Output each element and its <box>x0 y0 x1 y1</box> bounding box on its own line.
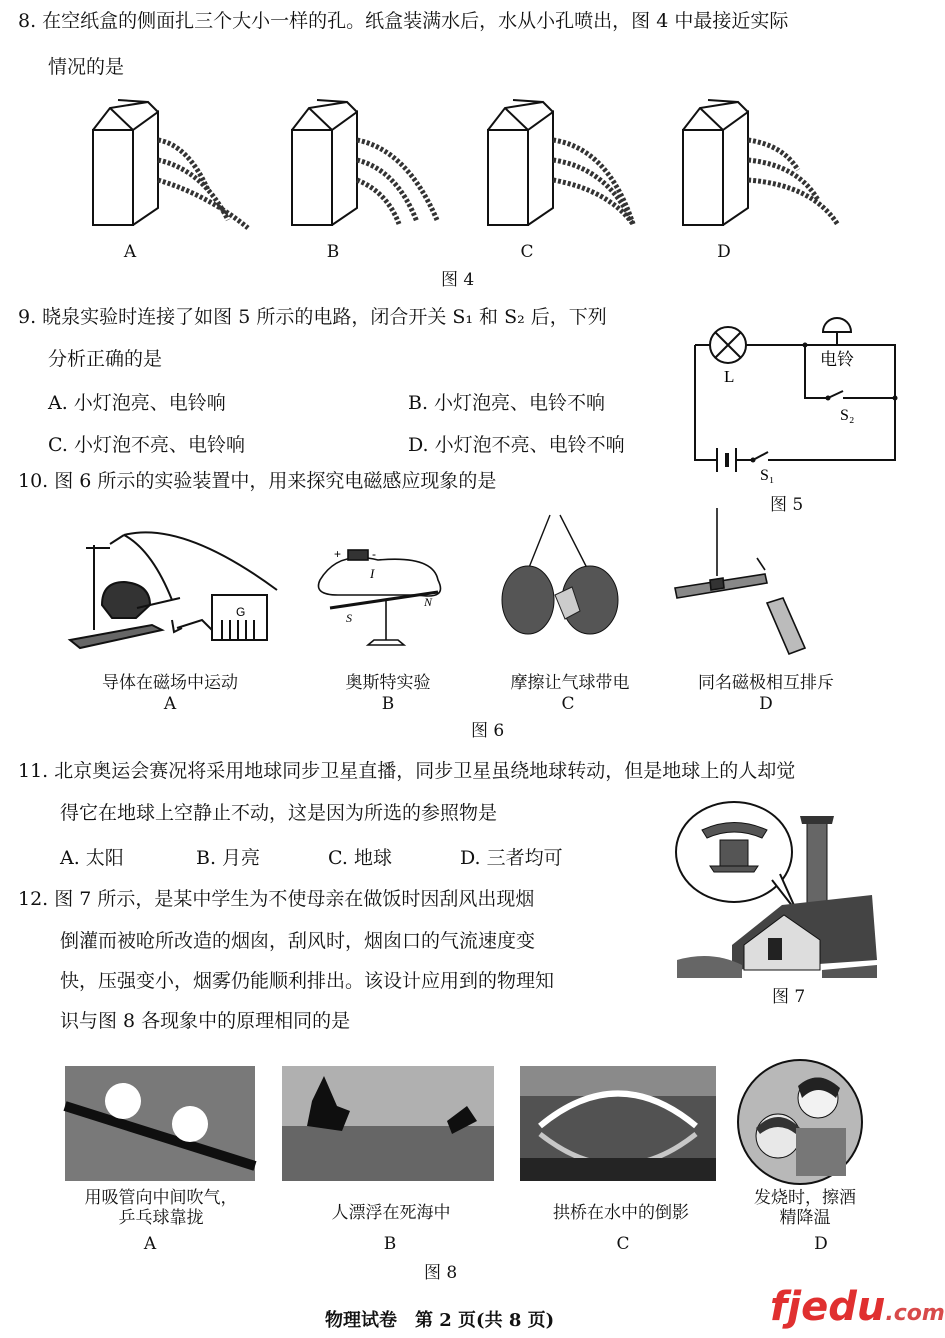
battery-plus-label: + <box>334 547 342 561</box>
q12-label-c: C <box>616 1234 630 1254</box>
q12-figure8-label: 图 8 <box>424 1263 458 1283</box>
watermark-suffix: .com <box>885 1301 945 1326</box>
q12-line4: 识与图 8 各现象中的原理相同的是 <box>60 1010 351 1032</box>
q9-option-b: B. 小灯泡亮、电铃不响 <box>408 392 606 414</box>
needle-n-label: N <box>424 595 433 609</box>
q11-option-c: C. 地球 <box>328 847 392 869</box>
q9-option-a: A. 小灯泡亮、电铃响 <box>48 392 226 414</box>
q10-label-d: D <box>759 694 773 714</box>
q9-figure-label: 图 5 <box>770 495 804 515</box>
watermark-logo <box>770 1284 945 1330</box>
circuit-s1-label: S₁ <box>760 467 775 484</box>
q12-line1: 12. 图 7 所示，是某中学生为不使母亲在做饭时因刮风出现烟 <box>18 888 535 910</box>
galvanometer-label: G <box>236 605 246 619</box>
q8-figure-label: 图 4 <box>441 270 475 290</box>
battery-minus-label: - <box>372 547 376 561</box>
q10-figure-a <box>62 520 282 650</box>
q10-figure-c <box>490 515 640 645</box>
q10-label-a: A <box>163 694 177 714</box>
q10-label-c: C <box>561 694 575 714</box>
q12-caption-d <box>730 1188 880 1228</box>
q12-chimney-figure <box>672 800 882 980</box>
q12-figure7-label: 图 7 <box>772 987 806 1007</box>
q10-figure-label: 图 6 <box>471 721 505 741</box>
q12-caption-a-line2: 乒乓球靠拢 <box>118 1208 204 1228</box>
q8-carton-d <box>678 100 848 230</box>
q8-carton-a <box>88 100 258 230</box>
circuit-lamp-label: L <box>724 367 735 386</box>
q12-caption-d-line1: 发烧时，擦酒 <box>754 1188 856 1208</box>
q12-photo-b-art <box>282 1066 494 1181</box>
q10-caption-a: 导体在磁场中运动 <box>102 673 238 693</box>
q12-photo-c-art <box>520 1066 716 1181</box>
q9-circuit-diagram <box>690 310 910 485</box>
q9-option-c: C. 小灯泡不亮、电铃响 <box>48 434 245 456</box>
q10-caption-c: 摩擦让气球带电 <box>510 673 630 693</box>
q12-caption-b: 人漂浮在死海中 <box>331 1203 451 1223</box>
q12-photo-a-art <box>65 1066 255 1181</box>
q11-line2: 得它在地球上空静止不动，这是因为所选的参照物是 <box>60 802 498 824</box>
q11-option-a: A. 太阳 <box>60 847 124 869</box>
q8-carton-c <box>483 100 653 230</box>
q10-line1: 10. 图 6 所示的实验装置中，用来探究电磁感应现象的是 <box>18 470 497 492</box>
watermark-main: fjedu <box>770 1284 886 1330</box>
q12-label-a: A <box>143 1234 157 1254</box>
q11-option-d: D. 三者均可 <box>460 847 563 869</box>
q12-line3: 快，压强变小，烟雾仍能顺利排出。该设计应用到的物理知 <box>60 970 555 992</box>
q12-label-d: D <box>814 1234 828 1254</box>
q9-option-d: D. 小灯泡不亮、电铃不响 <box>408 434 625 456</box>
q12-photo-d-art <box>736 1058 864 1186</box>
q12-photo-c <box>520 1066 716 1181</box>
q12-photo-d <box>736 1058 864 1186</box>
q11-option-b: B. 月亮 <box>196 847 261 869</box>
q10-figure-b <box>308 540 468 660</box>
q10-figure-d <box>665 508 815 658</box>
q10-caption-d: 同名磁极相互排斥 <box>698 673 834 693</box>
circuit-bell-label: 电铃 <box>820 350 854 370</box>
circuit-s2-label: S₂ <box>840 407 855 424</box>
q10-caption-b: 奥斯特实验 <box>345 673 431 693</box>
q12-caption-d-line2: 精降温 <box>779 1208 831 1228</box>
q11-line1: 11. 北京奥运会赛况将采用地球同步卫星直播，同步卫星虽绕地球转动，但是地球上的人却觉 <box>18 760 796 782</box>
q8-label-a: A <box>123 242 137 262</box>
q12-line2: 倒灌而被呛所改造的烟囱，刮风时，烟囱口的气流速度变 <box>60 930 536 952</box>
current-label: I <box>370 566 375 581</box>
q8-label-c: C <box>520 242 534 262</box>
q12-caption-a <box>66 1188 256 1228</box>
q9-line1: 9. 晓泉实验时连接了如图 5 所示的电路，闭合开关 S₁ 和 S₂ 后，下列 <box>18 306 607 328</box>
q12-photo-a <box>65 1066 255 1181</box>
q10-label-b: B <box>381 694 395 714</box>
q8-carton-b <box>287 100 457 230</box>
needle-s-label: S <box>346 611 352 625</box>
q8-label-b: B <box>326 242 340 262</box>
q12-label-b: B <box>383 1234 397 1254</box>
q8-line1: 8. 在空纸盒的侧面扎三个大小一样的孔。纸盒装满水后，水从小孔喷出，图 4 中最接近实际 <box>18 10 789 32</box>
q8-label-d: D <box>717 242 731 262</box>
q9-line2: 分析正确的是 <box>48 348 163 370</box>
q8-line2: 情况的是 <box>48 56 125 78</box>
q12-photo-b <box>282 1066 494 1181</box>
q12-caption-c: 拱桥在水中的倒影 <box>553 1203 689 1223</box>
q12-caption-a-line1: 用吸管向中间吹气， <box>84 1188 238 1208</box>
page-footer: 物理试卷 第 2 页(共 8 页) <box>325 1310 555 1331</box>
